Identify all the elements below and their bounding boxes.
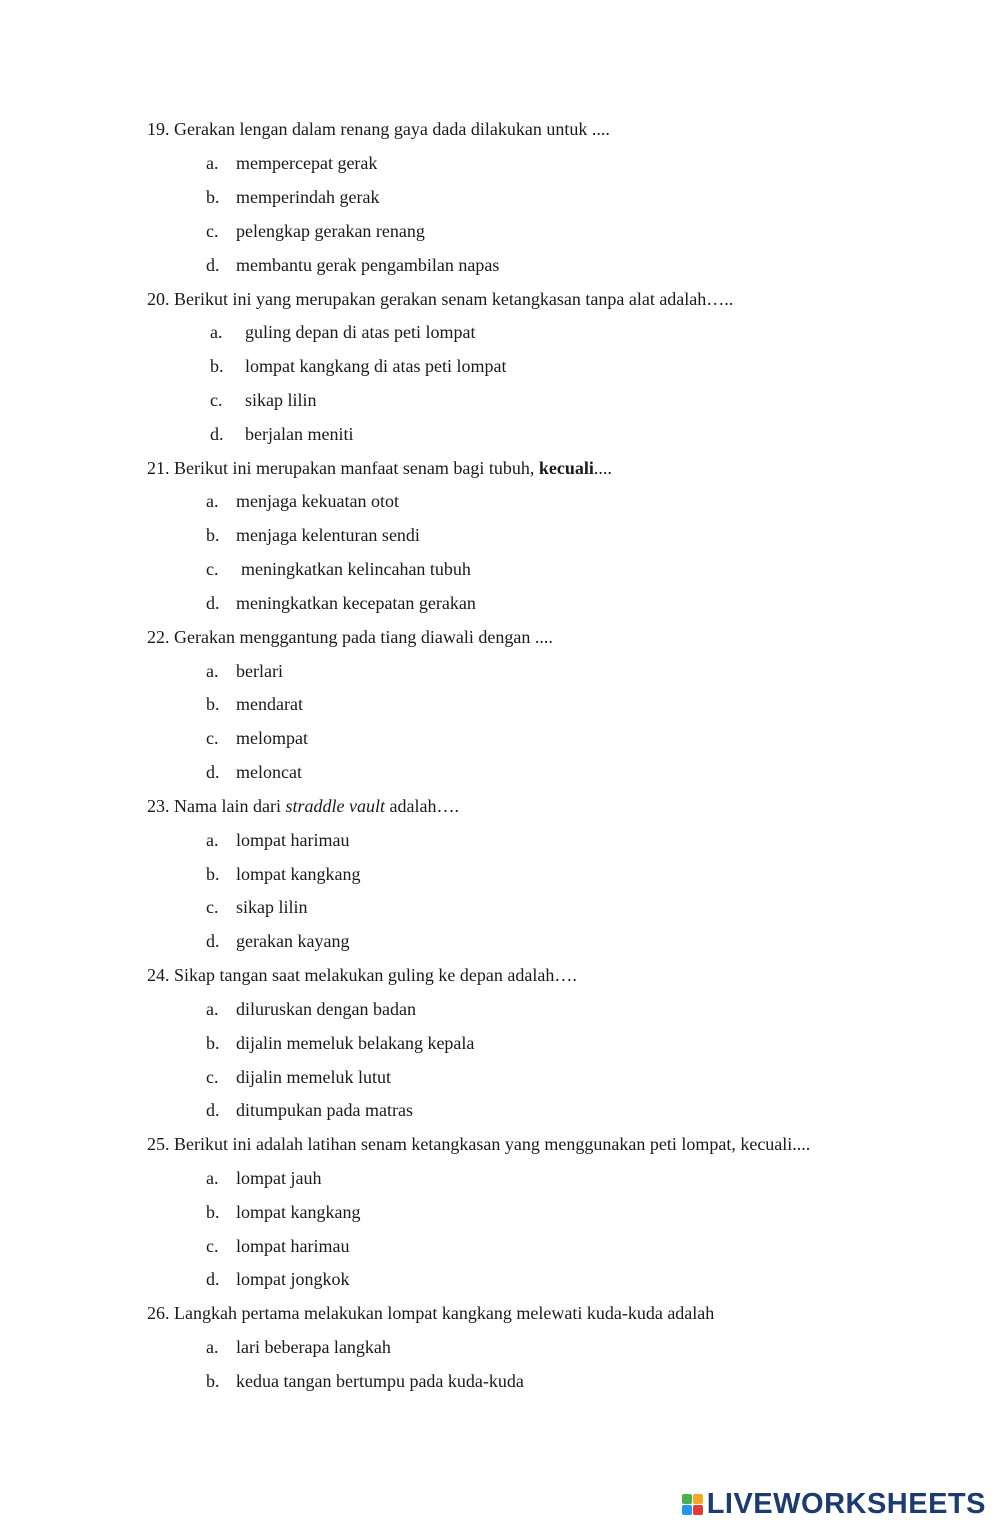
option-letter: a. [206,661,219,681]
option-text: menjaga kelenturan sendi [236,525,420,545]
option-text: pelengkap gerakan renang [236,221,425,241]
option-letter: b. [206,864,220,884]
option-text: membantu gerak pengambilan napas [236,255,500,275]
option-text: menjaga kekuatan otot [236,491,399,511]
question-text: Langkah pertama melakukan lompat kangkang melewati kuda-kuda adalah [174,1303,715,1323]
question-text-after: .... [593,458,612,478]
option-letter: b. [206,694,220,714]
option-letter: b. [210,356,224,376]
option-text: lompat jauh [236,1168,322,1188]
option-text: meningkatkan kelincahan tubuh [241,559,471,579]
option-letter: c. [206,559,219,579]
option-letter: c. [206,728,219,748]
option-letter: b. [206,187,220,207]
question-number: 20. [147,289,170,309]
option-text: lompat kangkang di atas peti lompat [245,356,507,376]
option-text: memperindah gerak [236,187,380,207]
option-letter: d. [206,593,220,613]
question-21-stem [147,457,612,479]
watermark-text: LIVEWORKSHEETS [706,1487,986,1520]
option-text: meloncat [236,762,302,782]
question-text: Sikap tangan saat melakukan guling ke depan adalah…. [174,965,577,985]
question-25-stem [147,1133,810,1155]
question-text: Berikut ini yang merupakan gerakan senam ketangkasan tanpa alat adalah….. [174,289,734,309]
liveworksheets-logo-icon [682,1494,703,1515]
option-text: guling depan di atas peti lompat [245,322,476,342]
option-letter: b. [206,1202,220,1222]
question-20-stem [147,288,733,310]
question-22-stem [147,626,553,648]
option-text: meningkatkan kecepatan gerakan [236,593,476,613]
option-letter: a. [206,830,219,850]
option-text: mendarat [236,694,303,714]
question-number: 23. [147,796,170,816]
option-text: sikap lilin [236,897,308,917]
option-text: lompat harimau [236,1236,350,1256]
question-number: 22. [147,627,170,647]
option-text: mempercepat gerak [236,153,378,173]
question-19-stem [147,118,610,140]
option-letter: d. [206,931,220,951]
option-letter: a. [210,322,223,342]
option-letter: c. [210,390,223,410]
question-number: 25. [147,1134,170,1154]
question-text-bold: kecuali [538,458,594,478]
question-text-before: Nama lain dari [174,796,286,816]
question-number: 19. [147,119,170,139]
question-text: Gerakan lengan dalam renang gaya dada dilakukan untuk .... [174,119,610,139]
option-text: lompat kangkang [236,1202,361,1222]
option-text: lari beberapa langkah [236,1337,391,1357]
liveworksheets-watermark [682,1489,986,1519]
question-24-stem [147,964,577,986]
question-text-after: adalah…. [384,796,459,816]
option-text: lompat jongkok [236,1269,350,1289]
option-text: berjalan meniti [245,424,354,444]
option-text: lompat kangkang [236,864,361,884]
question-text-before: Berikut ini merupakan manfaat senam bagi tubuh, [174,458,539,478]
option-text: diluruskan dengan badan [236,999,416,1019]
option-letter: c. [206,1067,219,1087]
question-number: 21. [147,458,170,478]
option-letter: c. [206,1236,219,1256]
option-text: gerakan kayang [236,931,350,951]
option-text: kedua tangan bertumpu pada kuda-kuda [236,1371,524,1391]
option-letter: a. [206,1337,219,1357]
option-letter: b. [206,1033,220,1053]
question-text: Berikut ini adalah latihan senam ketangkasan yang menggunakan peti lompat, kecuali.... [174,1134,811,1154]
question-number: 24. [147,965,170,985]
option-text: lompat harimau [236,830,350,850]
option-letter: a. [206,999,219,1019]
question-number: 26. [147,1303,170,1323]
option-text: melompat [236,728,308,748]
option-text: dijalin memeluk belakang kepala [236,1033,475,1053]
option-letter: c. [206,897,219,917]
option-letter: a. [206,491,219,511]
option-text: sikap lilin [245,390,317,410]
option-text: berlari [236,661,283,681]
option-letter: d. [210,424,224,444]
option-text: ditumpukan pada matras [236,1100,413,1120]
option-letter: a. [206,1168,219,1188]
option-letter: d. [206,1269,220,1289]
option-letter: d. [206,762,220,782]
option-letter: d. [206,1100,220,1120]
question-text-italic: straddle vault [285,796,385,816]
question-26-stem [147,1302,714,1324]
option-letter: d. [206,255,220,275]
option-letter: c. [206,221,219,241]
question-text: Gerakan menggantung pada tiang diawali dengan .... [174,627,553,647]
option-letter: a. [206,153,219,173]
question-23-stem [147,795,459,817]
option-letter: b. [206,1371,220,1391]
option-letter: b. [206,525,220,545]
option-text: dijalin memeluk lutut [236,1067,391,1087]
